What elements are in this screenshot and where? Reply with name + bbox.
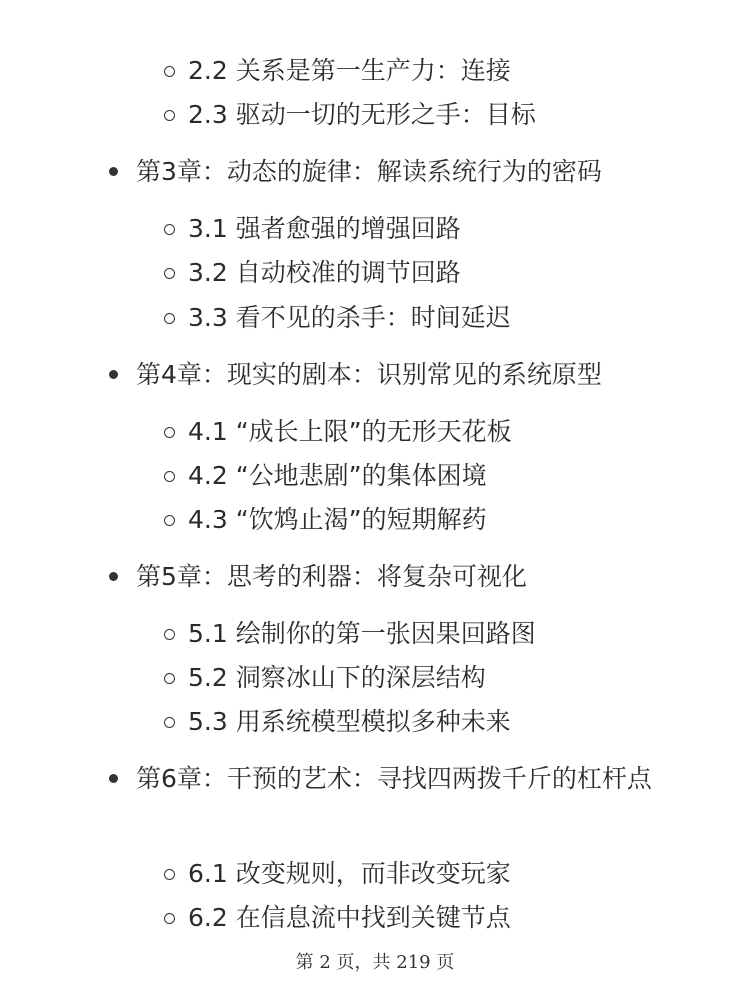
toc-subsection-item[interactable] xyxy=(188,903,511,933)
toc-subsection-item[interactable] xyxy=(188,461,487,491)
toc-subsection-item[interactable] xyxy=(188,619,536,649)
toc-chapter-item[interactable] xyxy=(136,150,676,194)
filled-circle-bullet-icon xyxy=(109,572,118,581)
toc-subsection-label: 3.2 自动校准的调节回路 xyxy=(188,258,461,287)
hollow-circle-bullet-icon xyxy=(164,913,175,924)
hollow-circle-bullet-icon xyxy=(164,313,175,324)
toc-subsection-item[interactable] xyxy=(188,859,511,889)
toc-chapter-label: 第6章：干预的艺术：寻找四两拨千斤的杠杆点 xyxy=(136,764,652,793)
toc-subsection-label: 5.1 绘制你的第一张因果回路图 xyxy=(188,619,536,648)
toc-subsection-label: 3.1 强者愈强的增强回路 xyxy=(188,214,461,243)
filled-circle-bullet-icon xyxy=(109,774,118,783)
hollow-circle-bullet-icon xyxy=(164,110,175,121)
hollow-circle-bullet-icon xyxy=(164,427,175,438)
toc-subsection-item[interactable] xyxy=(188,258,461,288)
toc-subsection-item[interactable] xyxy=(188,100,536,130)
toc-chapter-item[interactable] xyxy=(136,757,676,801)
toc-subsection-item[interactable] xyxy=(188,303,511,333)
page-indicator: 第 2 页，共 219 页 xyxy=(295,952,455,973)
toc-chapter-item[interactable] xyxy=(136,353,676,397)
toc-subsection-label: 6.2 在信息流中找到关键节点 xyxy=(188,903,511,932)
toc-subsection-label: 6.1 改变规则，而非改变玩家 xyxy=(188,859,511,888)
hollow-circle-bullet-icon xyxy=(164,471,175,482)
toc-subsection-item[interactable] xyxy=(188,505,487,535)
hollow-circle-bullet-icon xyxy=(164,224,175,235)
hollow-circle-bullet-icon xyxy=(164,268,175,279)
toc-subsection-item[interactable] xyxy=(188,663,486,693)
toc-subsection-label: 5.2 洞察冰山下的深层结构 xyxy=(188,663,486,692)
filled-circle-bullet-icon xyxy=(109,167,118,176)
hollow-circle-bullet-icon xyxy=(164,717,175,728)
toc-chapter-label: 第4章：现实的剧本：识别常见的系统原型 xyxy=(136,360,602,389)
hollow-circle-bullet-icon xyxy=(164,869,175,880)
toc-subsection-item[interactable] xyxy=(188,707,511,737)
toc-subsection-label: 2.2 关系是第一生产力：连接 xyxy=(188,56,511,85)
toc-subsection-label: 2.3 驱动一切的无形之手：目标 xyxy=(188,100,536,129)
toc-chapter-item[interactable] xyxy=(136,555,676,599)
hollow-circle-bullet-icon xyxy=(164,515,175,526)
toc-subsection-label: 4.2 “公地悲剧”的集体困境 xyxy=(188,461,487,490)
toc-subsection-label: 4.1 “成长上限”的无形天花板 xyxy=(188,417,512,446)
toc-subsection-label: 4.3 “饮鸩止渴”的短期解药 xyxy=(188,505,487,534)
toc-subsection-item[interactable] xyxy=(188,417,512,447)
toc-subsection-item[interactable] xyxy=(188,56,511,86)
toc-subsection-label: 3.3 看不见的杀手：时间延迟 xyxy=(188,303,511,332)
toc-subsection-item[interactable] xyxy=(188,214,461,244)
hollow-circle-bullet-icon xyxy=(164,66,175,77)
toc-chapter-label: 第3章：动态的旋律：解读系统行为的密码 xyxy=(136,157,602,186)
filled-circle-bullet-icon xyxy=(109,370,118,379)
toc-subsection-label: 5.3 用系统模型模拟多种未来 xyxy=(188,707,511,736)
hollow-circle-bullet-icon xyxy=(164,629,175,640)
hollow-circle-bullet-icon xyxy=(164,673,175,684)
toc-chapter-label: 第5章：思考的利器：将复杂可视化 xyxy=(136,562,527,591)
